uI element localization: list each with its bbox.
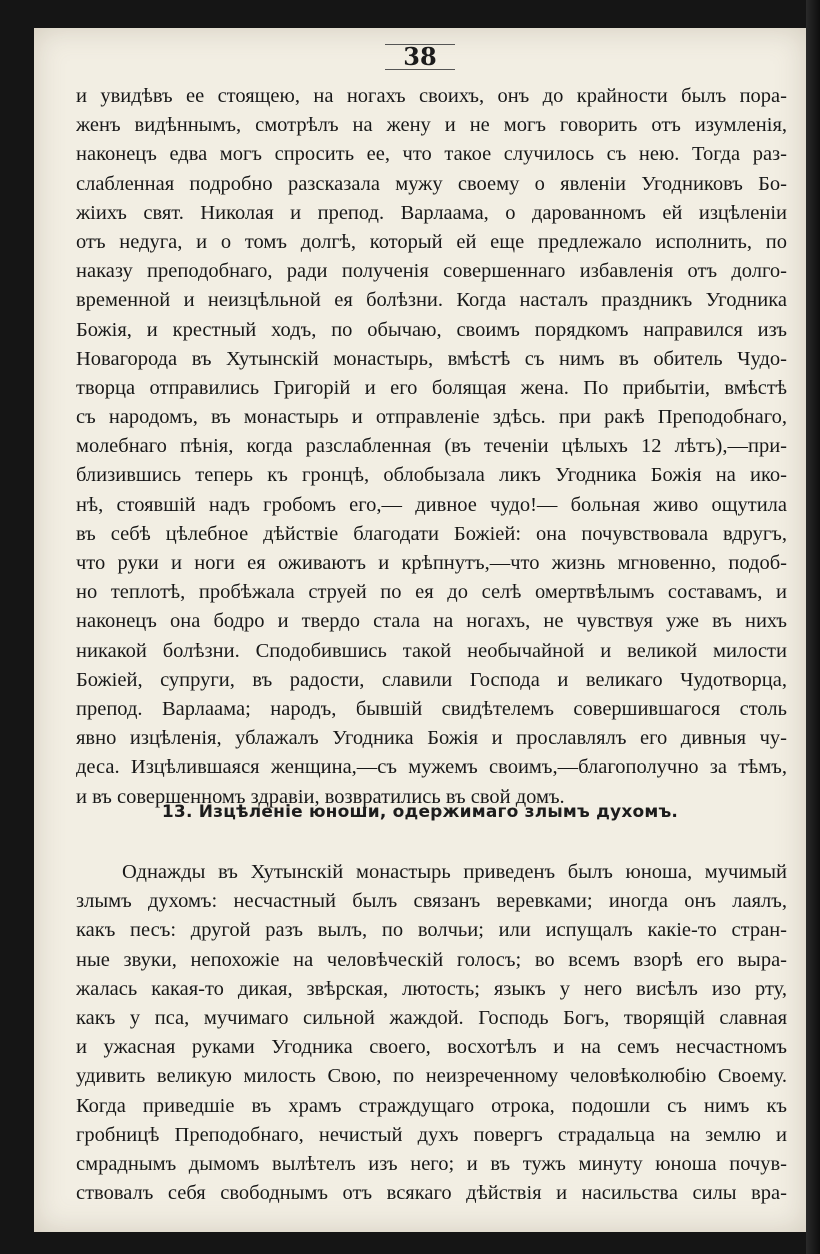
text-line: наказу преподобнаго, ради полученія совершеннаго избавленія отъ долго- [76,260,787,283]
text-line: Однажды въ Хутынскій монастырь приведенъ былъ юноша, мучимый [122,861,787,883]
text-line: явно изцѣленія, ублажалъ Угодника Божія и прославлялъ его дивныя чу- [76,727,787,750]
text-line: что руки и ноги ея оживаютъ и крѣпнутъ,—что жизнь мгновенно, подоб- [76,552,787,574]
book-page [34,28,806,1232]
text-line: и увидѣвъ ее стоящею, на ногахъ своихъ, онъ до крайности былъ пора- [76,85,787,107]
text-line: гробницѣ Преподобнаго, нечистый духъ повергъ страдальца на землю и [76,1123,787,1146]
paragraph-body [76,858,787,1208]
text-line: наконецъ она бодро и твердо стала на ногахъ, не чувствуя уже въ нихъ [76,610,787,633]
text-line: Новагорода въ Хутынскій монастырь, вмѣстѣ съ нимъ въ обитель Чудо- [76,347,787,370]
text-line: ные звуки, непохожіе на человѣческій голосъ; во всемъ взорѣ его выра- [76,948,787,971]
text-line: смраднымъ дымомъ вылѣтелъ изъ него; и въ тужъ минуту юноша почув- [76,1152,787,1175]
text-line: никакой болѣзни. Сподобившись такой необычайной и великой милости [76,639,787,662]
text-line: въ себѣ цѣлебное дѣйствіе благодати Божіей: она почувствовала вдругъ, [76,522,787,545]
paragraph-body [76,82,787,812]
text-line: деса. Изцѣлившаяся женщина,—съ мужемъ своимъ,—благополучно за тѣмъ, [76,756,787,779]
text-line: близившись теперь къ гронцѣ, облобызала ликъ Угодника Божія на ико- [76,464,787,487]
text-line: молебнаго пѣнія, когда разслабленная (въ теченіи цѣлыхъ 12 лѣтъ),—при- [76,435,787,458]
text-line: Когда приведшіе въ храмъ страждущаго отрока, подошли съ нимъ къ [76,1094,787,1117]
text-line: и ужасная руками Угодника своего, восхотѣлъ и на семъ несчастномъ [76,1036,787,1059]
text-line: жалась какая-то дикая, звѣрская, лютость; языкъ у него висѣлъ изо рту, [76,977,787,1000]
text-line: Божіей, супруги, въ радости, славили Господа и великаго Чудотворца, [76,668,787,691]
book-edge [806,0,820,1254]
text-line: злымъ духомъ: несчастный былъ связанъ веревками; иногда онъ лаялъ, [76,890,787,913]
text-line: какъ песъ: другой разъ вылъ, по волчьи; или испущалъ какіе-то стран- [76,919,787,942]
text-line: женъ видѣннымъ, смотрѣлъ на жену и не могъ говорить отъ изумленія, [76,114,787,137]
text-line: и въ совершенномъ здравіи, возвратились въ свой домъ. [76,785,565,808]
text-line: жіихъ свят. Николая и препод. Варлаама, о дарованномъ ей изцѣленіи [76,201,787,224]
text-line: временной и неизцѣльной ея болѣзни. Когда насталъ праздникъ Угодника [76,289,787,312]
text-line: ствовалъ себя свободнымъ отъ всякаго дѣйствія и насильства силы вра- [76,1182,787,1205]
text-line: слабленная подробно разсказала мужу своему о явленіи Угодниковъ Бо- [76,172,787,195]
text-line: Божія, и крестный ходъ, по обычаю, своимъ порядкомъ направился изъ [76,318,787,341]
text-line: но теплотѣ, пробѣжала струей по ея до селѣ омертвѣлымъ составамъ, и [76,581,787,604]
text-line: творца отправились Григорій и его болящая жена. По прибытіи, вмѣстѣ [76,376,787,399]
text-line: наконецъ едва могъ спросить ее, что такое случилось съ нею. Тогда раз- [76,143,787,166]
text-line: отъ недуга, и о томъ долгѣ, который ей еще предлежало исполнить, по [76,230,787,253]
text-line: какъ у пса, мучимаго сильной жаждой. Господь Богъ, творящій славная [76,1006,787,1029]
text-line: препод. Варлаама; народъ, бывшій свидѣтелемъ совершившагося столь [76,697,787,720]
page-number: 38 [34,42,806,71]
text-line: удивить великую милость Свою, по неизреченному человѣколюбію Своему. [76,1065,787,1088]
section-heading: 13. Изцѣленіе юноши, одержимаго злымъ духомъ. [161,802,679,822]
text-line: съ народомъ, въ монастырь и отправленіе здѣсь. при ракѣ Преподобнаго, [76,406,787,429]
text-line: нѣ, стоявшій надъ гробомъ его,— дивное чудо!— больная живо ощутила [76,493,787,516]
